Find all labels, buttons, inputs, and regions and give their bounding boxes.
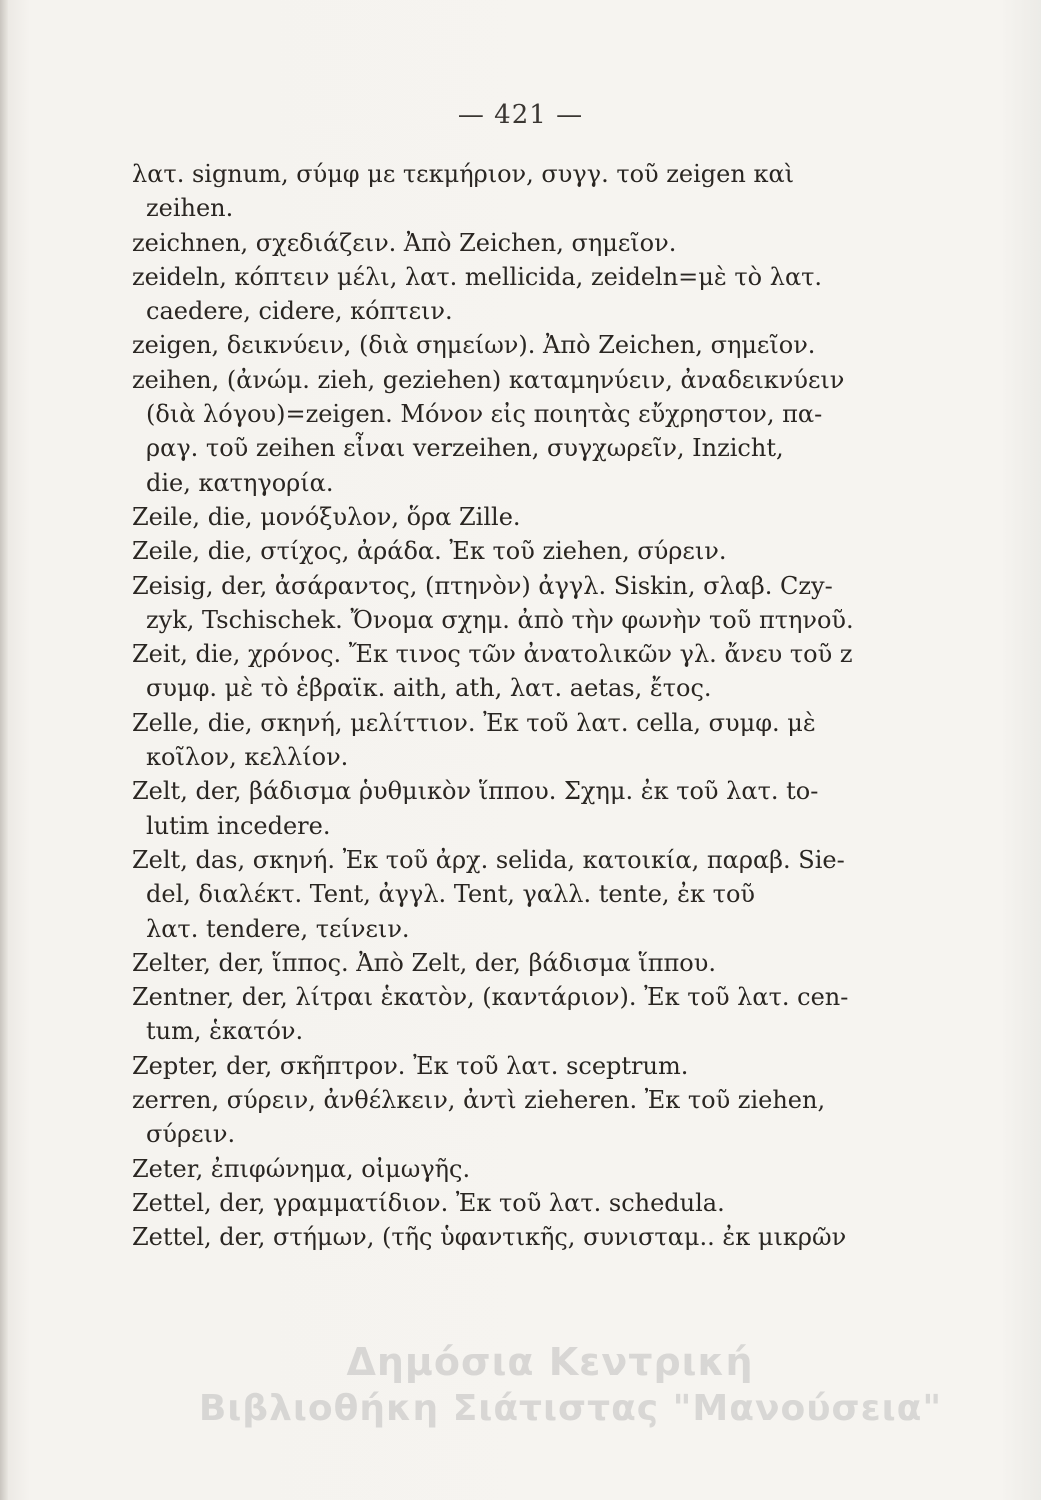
entry-line: Zentner, der, λίτραι ἑκατὸν, (καντάριον). Ἐκ τοῦ λατ. cen- [132, 983, 849, 1012]
entry-line: Zeile, die, μονόξυλον, ὅρα Zille. [132, 502, 521, 531]
page-spine-shadow [0, 0, 8, 1500]
entry-line: lutim incedere. [146, 811, 331, 840]
entry-line: del, διαλέκτ. Tent, ἀγγλ. Tent, γαλλ. tente, ἐκ τοῦ [146, 880, 755, 909]
entry-line: zerren, σύρειν, ἀνθέλκειν, ἀντὶ zieheren. Ἐκ τοῦ ziehen, [132, 1086, 826, 1115]
entry-line: Zepter, der, σκῆπτρον. Ἐκ τοῦ λατ. sceptrum. [132, 1051, 689, 1080]
entry-line: σύρειν. [146, 1120, 236, 1149]
entry-line: Zeisig, der, ἀσάραντος, (πτηνὸν) ἀγγλ. Siskin, σλαβ. Czy- [132, 571, 833, 600]
entry-line: συμφ. μὲ τὸ ἑβραϊκ. aith, ath, λατ. aetas, ἔτος. [146, 674, 712, 703]
entry-line: Zettel, der, στήμων, (τῆς ὑφαντικῆς, συνισταμ.. ἐκ μικρῶν [132, 1223, 847, 1252]
entry-line: Zelle, die, σκηνή, μελίττιον. Ἐκ τοῦ λατ. cella, συμφ. μὲ [132, 708, 816, 737]
entry-line: zyk, Tschischek. Ὄνομα σχημ. ἀπὸ τὴν φωνὴν τοῦ πτηνοῦ. [146, 605, 854, 634]
entry-line: Zelt, das, σκηνή. Ἐκ τοῦ ἀρχ. selida, κατοικία, παραβ. Sie- [132, 845, 845, 874]
entry-line: caedere, cidere, κόπτειν. [146, 297, 453, 326]
entry-line: ραγ. τοῦ zeihen εἶναι verzeihen, συγχωρεῖν, Inzicht, [146, 434, 784, 463]
entry-line: zeichnen, σχεδιάζειν. Ἀπὸ Zeichen, σημεῖον. [132, 228, 677, 257]
library-watermark-line2: Βιβλιοθήκη Σιάτιστας "Μανούσεια" [198, 1388, 943, 1429]
entry-line: Zeile, die, στίχος, ἀράδα. Ἐκ τοῦ ziehen, σύρειν. [132, 537, 727, 566]
dictionary-entries [132, 157, 877, 1255]
entry-line: Zeter, ἐπιφώνημα, οἰμωγῆς. [132, 1154, 471, 1183]
entry-line: λατ. signum, σύμφ με τεκμήριον, συγγ. τοῦ zeigen καὶ [132, 160, 795, 188]
entry-line: (διὰ λόγου)=zeigen. Μόνον εἰς ποιητὰς εὔχρηστον, πα- [146, 400, 823, 429]
page-number: — 421 — [457, 100, 584, 130]
entry-line: tum, ἑκατόν. [146, 1017, 304, 1046]
entry-line: λατ. tendere, τείνειν. [146, 914, 410, 943]
entry-line: Zelter, der, ἵππος. Ἀπὸ Zelt, der, βάδισμα ἵππου. [132, 948, 716, 977]
entry-line: zeigen, δεικνύειν, (διὰ σημείων). Ἀπὸ Zeichen, σημεῖον. [132, 331, 816, 360]
entry-line: Zettel, der, γραμματίδιον. Ἐκ τοῦ λατ. schedula. [132, 1188, 725, 1217]
entry-line: die, κατηγορία. [146, 468, 334, 497]
entry-line: Zelt, der, βάδισμα ῥυθμικὸν ἵππου. Σχημ. ἐκ τοῦ λατ. to- [132, 777, 819, 806]
entry-line: zeideln, κόπτειν μέλι, λατ. mellicida, zeideln=μὲ τὸ λατ. [132, 262, 823, 291]
entry-line: zeihen. [146, 194, 234, 223]
library-watermark-line1: Δημόσια Κεντρική [346, 1340, 754, 1384]
entry-line: κοῖλον, κελλίον. [146, 743, 349, 772]
entry-line: zeihen, (ἀνώμ. zieh, geziehen) καταμηνύειν, ἀναδεικνύειν [132, 365, 845, 394]
entry-line: Zeit, die, χρόνος. Ἔκ τινος τῶν ἀνατολικῶν γλ. ἄνευ τοῦ z [132, 640, 853, 669]
